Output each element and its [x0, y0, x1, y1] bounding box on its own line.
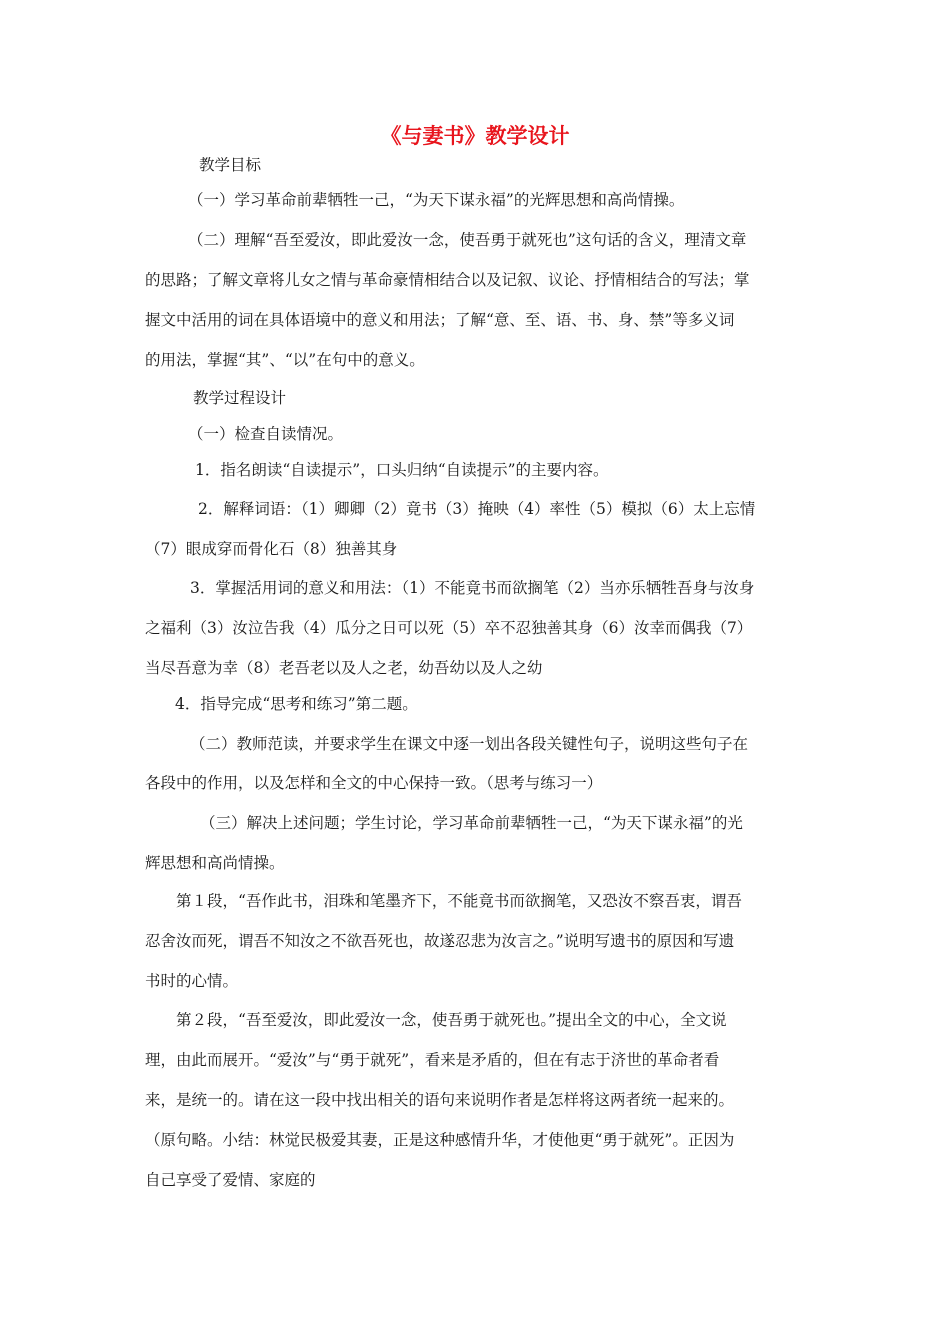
text-line: 来，是统一的。请在这一段中找出相关的语句来说明作者是怎样将这两者统一起来的。	[145, 1091, 735, 1109]
text-line: （原句略。小结：林觉民极爱其妻，正是这种感情升华，才使他更“勇于就死”。正因为	[145, 1131, 735, 1149]
text-line: 4．指导完成“思考和练习”第二题。	[175, 695, 418, 713]
text-line: 理，由此而展开。“爱汝”与“勇于就死”，看来是矛盾的，但在有志于济世的革命者看	[145, 1051, 720, 1069]
text-line: 2．解释词语：（1）卿卿（2）竟书（3）掩映（4）率性（5）模拟（6）太上忘情	[198, 500, 756, 518]
text-line: （一）学习革命前辈牺牲一己，“为天下谋永福”的光辉思想和高尚情操。	[188, 191, 685, 209]
text-line: 3．掌握活用词的意义和用法：（1）不能竟书而欲搁笔（2）当亦乐牺牲吾身与汝身	[190, 579, 755, 597]
text-line: 的思路；了解文章将儿女之情与革命豪情相结合以及记叙、议论、抒情相结合的写法；掌	[145, 271, 750, 289]
text-line: 之福利（3）汝泣告我（4）瓜分之日可以死（5）卒不忍独善其身（6）汝幸而偶我（7）	[145, 619, 753, 637]
text-line: 当尽吾意为幸（8）老吾老以及人之老，幼吾幼以及人之幼	[145, 659, 543, 677]
text-line: （三）解决上述问题；学生讨论，学习革命前辈牺牲一己，“为天下谋永福”的光	[200, 814, 743, 832]
text-line: 握文中活用的词在具体语境中的意义和用法；了解“意、至、语、书、身、禁”等多义词	[145, 311, 735, 329]
text-line: （7）眼成穿而骨化石（8）独善其身	[145, 540, 398, 558]
text-line: （二）教师范读，并要求学生在课文中逐一划出各段关键性句子，说明这些句子在	[190, 735, 749, 753]
text-line: （一）检查自读情况。	[188, 425, 344, 443]
text-line: 的用法，掌握“其”、“以”在句中的意义。	[145, 351, 425, 369]
text-line: 书时的心情。	[145, 972, 239, 990]
text-line: 第１段，“吾作此书，泪珠和笔墨齐下，不能竟书而欲搁笔，又恐汝不察吾衷，谓吾	[176, 892, 742, 910]
text-line: 辉思想和高尚情操。	[145, 854, 285, 872]
text-line: 自己享受了爱情、家庭的	[145, 1171, 316, 1189]
text-line: 教学目标	[199, 156, 262, 174]
text-line: 1．指名朗读“自读提示”，口头归纳“自读提示”的主要内容。	[195, 461, 609, 479]
text-line: 各段中的作用，以及怎样和全文的中心保持一致。（思考与练习一）	[145, 774, 603, 792]
text-line: 忍舍汝而死，谓吾不知汝之不欲吾死也，故遂忍悲为汝言之。”说明写遗书的原因和写遗	[145, 932, 735, 950]
text-line: 教学过程设计	[193, 389, 287, 407]
document-title: 《与妻书》教学设计	[380, 123, 570, 148]
text-line: 第２段，“吾至爱汝，即此爱汝一念，使吾勇于就死也。”提出全文的中心，全文说	[176, 1011, 727, 1029]
text-line: （二）理解“吾至爱汝，即此爱汝一念，使吾勇于就死也”这句话的含义，理清文章	[188, 231, 747, 249]
